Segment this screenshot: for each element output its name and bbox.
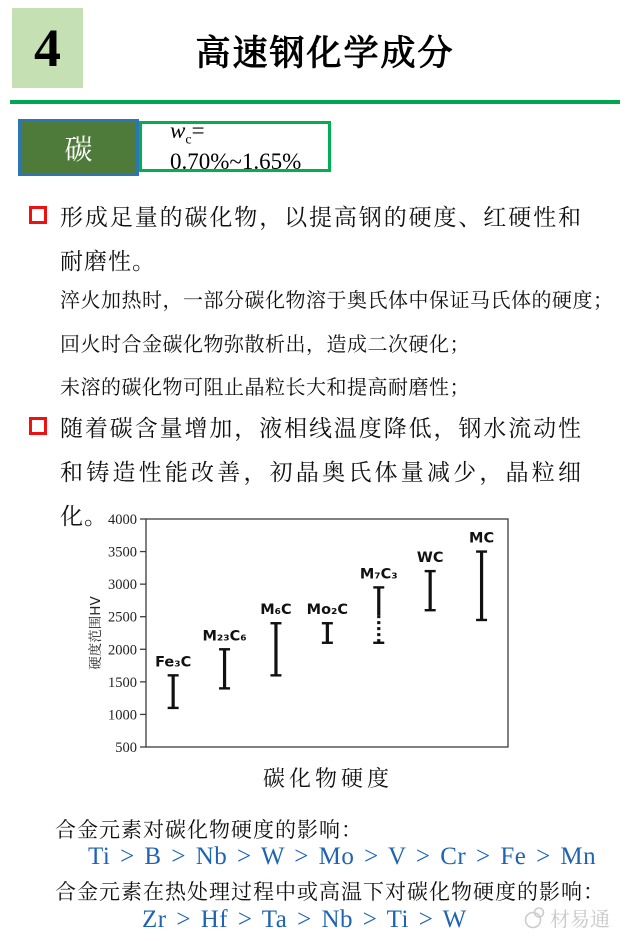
svg-text:3000: 3000 bbox=[108, 577, 137, 594]
slide-number-box bbox=[12, 8, 83, 88]
carbon-label: 碳 bbox=[64, 134, 93, 166]
svg-text:3500: 3500 bbox=[108, 544, 137, 561]
svg-text:4000: 4000 bbox=[108, 512, 137, 528]
svg-text:2500: 2500 bbox=[108, 609, 137, 626]
watermark-logo-icon bbox=[524, 906, 546, 930]
svg-text:M₇C₃: M₇C₃ bbox=[359, 566, 398, 583]
svg-text:500: 500 bbox=[115, 740, 137, 756]
title-divider bbox=[10, 100, 620, 104]
carbon-formula: $w_c=$ 0.70%~1.65% bbox=[170, 118, 302, 174]
footer-heading-1: 合金元素对碳化物硬度的影响： bbox=[55, 818, 363, 842]
bullet-point-1: 形成足量的碳化物，以提高钢的硬度、红硬性和耐磨性。 bbox=[60, 205, 582, 274]
svg-text:1000: 1000 bbox=[108, 707, 137, 724]
carbon-content-box bbox=[139, 118, 331, 174]
sub-point-quench: 淬火加热时，一部分碳化物溶于奥氏体中保证马氏体的硬度； bbox=[60, 290, 614, 312]
slide-number: 4 bbox=[34, 18, 61, 78]
svg-text:Fe₃C: Fe₃C bbox=[155, 654, 192, 671]
svg-text:WC: WC bbox=[416, 550, 444, 567]
watermark bbox=[524, 903, 610, 932]
svg-text:1500: 1500 bbox=[108, 674, 137, 691]
bullet-square-icon bbox=[29, 417, 47, 435]
svg-text:MC: MC bbox=[469, 530, 495, 547]
sub-point-temper: 回火时合金碳化物弥散析出，造成二次硬化； bbox=[60, 334, 470, 356]
carbon-label-box bbox=[18, 119, 139, 176]
element-order-1: Ti > B > Nb > W > Mo > V > Cr > Fe > Mn bbox=[88, 843, 597, 870]
carbide-hardness-chart bbox=[86, 505, 518, 757]
svg-text:M₆C: M₆C bbox=[260, 602, 292, 619]
svg-text:硬度范围HV: 硬度范围HV bbox=[88, 596, 104, 670]
carbide-hardness-chart-area bbox=[86, 505, 518, 762]
page-title: 高速钢化学成分 bbox=[195, 34, 455, 73]
bullet-square-icon bbox=[29, 206, 47, 224]
footer-heading-2: 合金元素在热处理过程中或高温下对碳化物硬度的影响： bbox=[55, 880, 605, 904]
svg-text:2000: 2000 bbox=[108, 642, 137, 659]
sub-point-undissolved: 未溶的碳化物可阻止晶粒长大和提高耐磨性； bbox=[60, 377, 470, 399]
element-order-2: Zr > Hf > Ta > Nb > Ti > W bbox=[142, 906, 467, 933]
bullet-point-2: 随着碳含量增加，液相线温度降低，钢水流动性和铸造性能改善，初晶奥氏体量减少，晶粒细化。 bbox=[60, 416, 582, 529]
svg-text:M₂₃C₆: M₂₃C₆ bbox=[202, 628, 247, 645]
chart-caption: 碳化物硬度 bbox=[262, 766, 393, 791]
watermark-text: 材易通 bbox=[550, 909, 610, 931]
svg-text:Mo₂C: Mo₂C bbox=[306, 602, 349, 619]
